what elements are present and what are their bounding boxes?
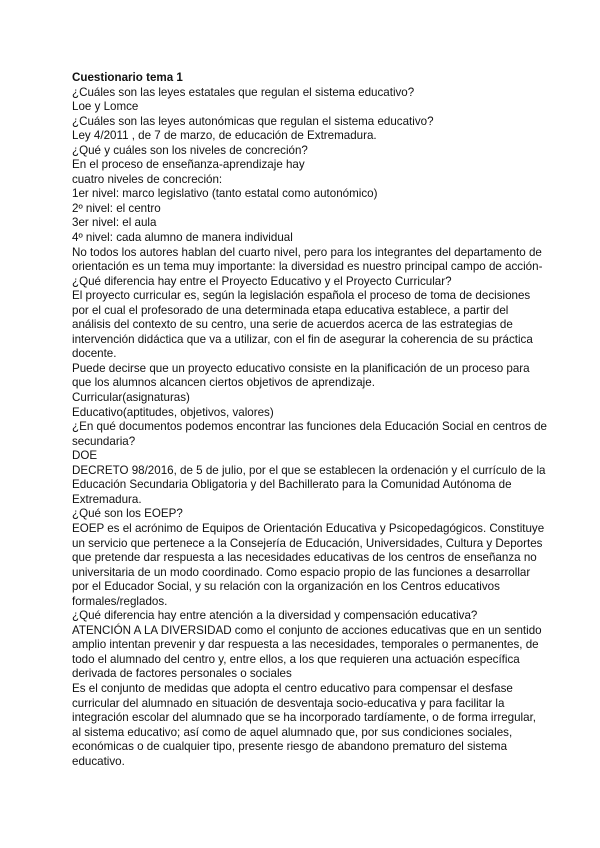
- text-line: secundaria?: [72, 434, 136, 448]
- text-line: todo el alumnado del centro y, entre ellos, a los que requieren una actuación específica: [72, 652, 520, 666]
- text-line: económicas o de cualquier tipo, presente riesgo de abandono prematuro del sistema: [72, 740, 508, 754]
- text-line: EOEP es el acrónimo de Equipos de Orientación Educativa y Psicopedagógicos. Constituye: [72, 521, 545, 535]
- text-line: ¿Qué diferencia hay entre atención a la diversidad y compensación educativa?: [72, 609, 478, 623]
- text-line: 1er nivel: marco legislativo (tanto estatal como autonómico): [72, 187, 378, 201]
- text-line: curricular del alumnado en situación de desventaja socio-educativa y para facilitar la: [72, 696, 505, 710]
- text-line: que pretende dar respuesta a las necesidades educativas de los centros de enseñanza no: [72, 551, 537, 565]
- text-line: cuatro niveles de concreción:: [72, 172, 223, 186]
- text-line: ¿Qué diferencia hay entre el Proyecto Educativo y el Proyecto Curricular?: [72, 274, 452, 288]
- text-line: al sistema educativo; así como de aquel alumnado que, por sus condiciones sociales,: [72, 725, 513, 739]
- document-title: Cuestionario tema 1: [72, 71, 183, 84]
- text-line: DOE: [72, 449, 98, 463]
- text-line: que los alumnos alcancen ciertos objetivos de aprendizaje.: [72, 376, 375, 390]
- text-line: Loe y Lomce: [72, 100, 139, 114]
- text-line: Puede decirse que un proyecto educativo consiste en la planificación de un proceso para: [72, 361, 530, 375]
- document-body: [72, 85, 547, 770]
- text-line: un servicio que pertenece a la Consejería de Educación, Universidades, Cultura y Deportes: [72, 536, 543, 550]
- text-line: ¿Qué y cuáles son los niveles de concreción?: [72, 143, 308, 157]
- text-line: orientación es un tema muy importante: la diversidad es nuestro principal campo de acción-: [72, 260, 543, 274]
- text-line: amplio intentan prevenir y dar respuesta a las necesidades, temporales o permanentes, de: [72, 638, 539, 652]
- text-line: El proyecto curricular es, según la legislación española el proceso de toma de decisiones: [72, 289, 531, 303]
- text-line: ¿Cuáles son las leyes estatales que regulan el sistema educativo?: [72, 85, 415, 99]
- text-line: educativo.: [72, 754, 125, 768]
- text-line: ¿En qué documentos podemos encontrar las funciones dela Educación Social en centros de: [72, 420, 547, 434]
- text-line: Extremadura.: [72, 492, 142, 506]
- text-line: ¿Cuáles son las leyes autonómicas que regulan el sistema educativo?: [72, 114, 434, 128]
- text-line: 3er nivel: el aula: [72, 216, 157, 230]
- text-line: intervención didáctica que va a utilizar, con el fin de asegurar la coherencia de su práctica: [72, 332, 533, 346]
- text-line: En el proceso de enseñanza-aprendizaje hay: [72, 158, 305, 172]
- text-line: docente.: [72, 347, 117, 361]
- text-line: No todos los autores hablan del cuarto nivel, pero para los integrantes del departamento de: [72, 245, 542, 259]
- text-line: análisis del contexto de su centro, una serie de acuerdos acerca de las estrategias de: [72, 318, 513, 332]
- text-line: 4º nivel: cada alumno de manera individual: [72, 231, 293, 245]
- text-line: formales/reglados.: [72, 594, 168, 608]
- text-line: ¿Qué son los EOEP?: [72, 507, 183, 521]
- text-line: derivada de factores personales o sociales: [72, 667, 292, 681]
- text-line: ATENCIÓN A LA DIVERSIDAD como el conjunto de acciones educativas que en un sentido: [72, 623, 542, 637]
- text-line: Curricular(asignaturas): [72, 391, 190, 405]
- text-line: Es el conjunto de medidas que adopta el centro educativo para compensar el desfase: [72, 681, 513, 695]
- text-line: Educación Secundaria Obligatoria y del Bachillerato para la Comunidad Autónoma de: [72, 478, 512, 492]
- text-line: 2º nivel: el centro: [72, 201, 161, 215]
- text-line: integración escolar del alumnado que se ha incorporado tardíamente, o de forma irregular,: [72, 711, 537, 725]
- text-line: DECRETO 98/2016, de 5 de julio, por el que se establecen la ordenación y el currículo de la: [72, 463, 546, 477]
- text-line: por el Educador Social, y su relación con la organización en los Centros educativos: [72, 580, 500, 594]
- text-line: por el cual el profesorado de una determinada etapa educativa establece, a partir del: [72, 303, 509, 317]
- text-line: Ley 4/2011 , de 7 de marzo, de educación de Extremadura.: [72, 129, 377, 143]
- text-line: universitaria de un modo coordinado. Como espacio propio de las funciones a desarrollar: [72, 565, 531, 579]
- text-line: Educativo(aptitudes, objetivos, valores): [72, 405, 274, 419]
